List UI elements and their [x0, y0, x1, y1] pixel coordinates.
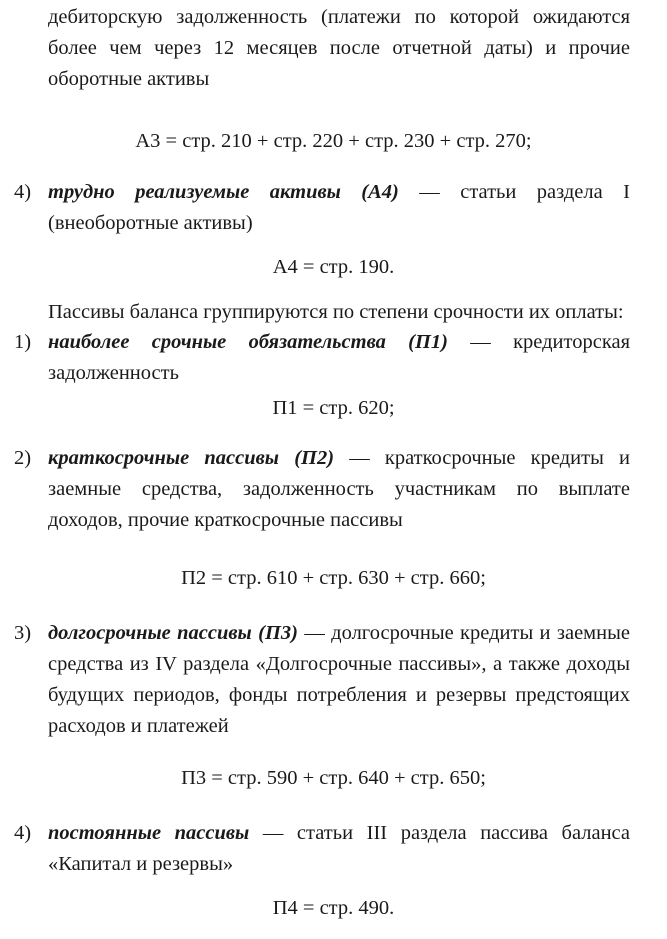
item-term: долгосрочные пассивы (П3) [48, 622, 298, 644]
list-item-p3 [14, 618, 630, 742]
item-number: 2) [14, 447, 32, 469]
list-item-p4 [14, 818, 630, 880]
item-number: 1) [14, 331, 32, 353]
formula-p3: П3 = стр. 590 + стр. 640 + стр. 650; [181, 767, 486, 789]
item-text: — статьи III раздела пассива баланса «Капитал и резервы» [48, 822, 630, 875]
item-text: — долгосрочные кредиты и заемные средства из IV раздела «Долгосрочные пассивы», а также доходы будущих периодов, фонды потребления и резервы предстоящих расходов и платежей [48, 622, 630, 737]
item-number: 3) [14, 622, 32, 644]
item-number: 4) [14, 181, 32, 203]
list-item-p1 [14, 327, 630, 389]
item-number: 4) [14, 822, 32, 844]
liabilities-intro: Пассивы баланса группируются по степени срочности их оплаты: [48, 301, 624, 323]
list-item-a4 [14, 177, 630, 239]
formula-p2: П2 = стр. 610 + стр. 630 + стр. 660; [181, 567, 486, 589]
item-term: трудно реализуемые активы (А4) [48, 181, 399, 203]
formula-p1: П1 = стр. 620; [272, 397, 395, 419]
item-text: — кредиторская задолженность [48, 331, 630, 384]
item-text: — статьи раздела I (внеоборотные активы) [48, 181, 630, 234]
item-term: краткосрочные пассивы (П2) [48, 447, 335, 469]
intro-paragraph: дебиторскую задолженность (платежи по которой ожидаются более чем через 12 месяцев после отчетной даты) и прочие оборотные активы [48, 6, 630, 90]
list-item-p2 [14, 443, 630, 536]
item-term: наиболее срочные обязательства (П1) [48, 331, 448, 353]
formula-p4: П4 = стр. 490. [272, 897, 395, 919]
item-text: — краткосрочные кредиты и заемные средства, задолженность участникам по выплате доходов, прочие краткосрочные пассивы [48, 447, 630, 531]
item-term: постоянные пассивы [48, 822, 250, 844]
formula-a4: А4 = стр. 190. [272, 256, 395, 278]
formula-a3: А3 = стр. 210 + стр. 220 + стр. 230 + стр. 270; [135, 130, 532, 152]
